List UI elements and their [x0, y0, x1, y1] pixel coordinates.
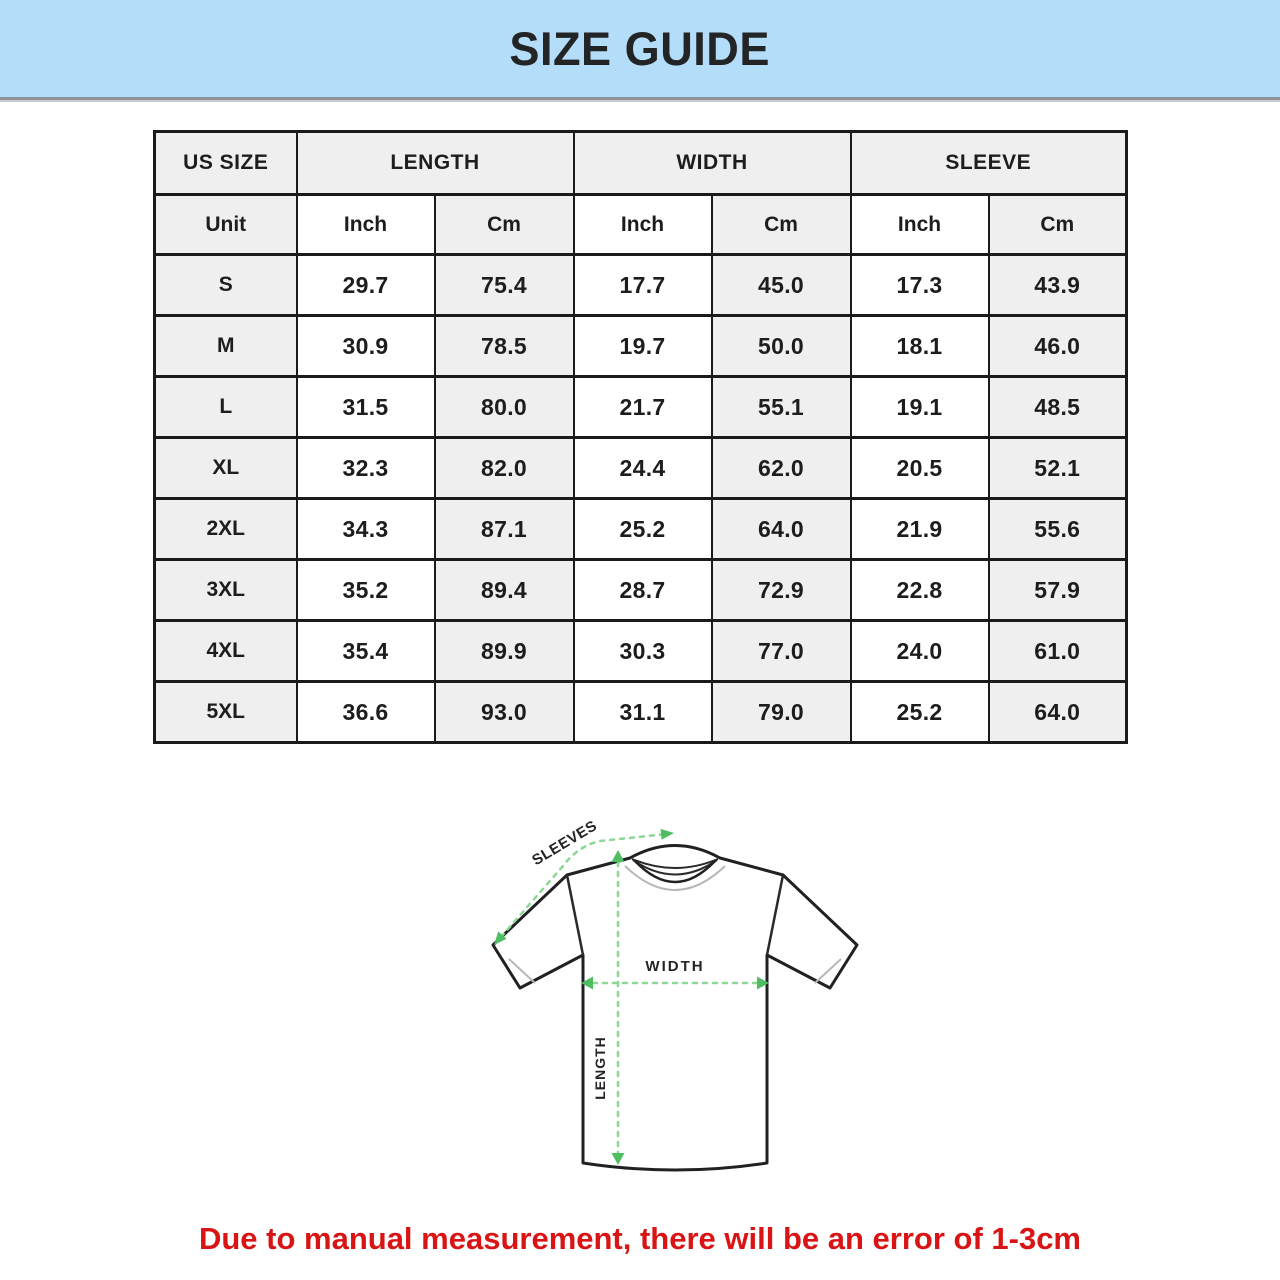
size-label: 2XL	[155, 499, 297, 560]
unit-cm-cell: Cm	[435, 195, 574, 255]
value-cell: 25.2	[574, 499, 712, 560]
value-cell: 64.0	[989, 682, 1127, 743]
value-cell: 78.5	[435, 316, 574, 377]
size-label: 5XL	[155, 682, 297, 743]
size-row-m	[155, 316, 1127, 377]
group-header-row	[155, 132, 1127, 195]
value-cell: 30.3	[574, 621, 712, 682]
col-header-us-size: US SIZE	[155, 132, 297, 195]
size-row-3xl	[155, 560, 1127, 621]
tshirt-diagram	[475, 813, 875, 1213]
value-cell: 52.1	[989, 438, 1127, 499]
tshirt-svg	[475, 813, 875, 1213]
size-row-5xl	[155, 682, 1127, 743]
size-label: M	[155, 316, 297, 377]
value-cell: 24.4	[574, 438, 712, 499]
col-header-width: WIDTH	[574, 132, 851, 195]
value-cell: 55.6	[989, 499, 1127, 560]
value-cell: 28.7	[574, 560, 712, 621]
value-cell: 55.1	[712, 377, 851, 438]
value-cell: 31.1	[574, 682, 712, 743]
sleeves-arrowhead-upper	[661, 829, 675, 840]
col-header-length: LENGTH	[297, 132, 574, 195]
size-row-s	[155, 255, 1127, 316]
measurement-note: Due to manual measurement, there will be an error of 1-3cm	[198, 1221, 1082, 1256]
size-row-4xl	[155, 621, 1127, 682]
value-cell: 75.4	[435, 255, 574, 316]
value-cell: 18.1	[851, 316, 989, 377]
value-cell: 79.0	[712, 682, 851, 743]
size-label: L	[155, 377, 297, 438]
unit-cm-cell: Cm	[712, 195, 851, 255]
unit-inch-cell: Inch	[851, 195, 989, 255]
size-table	[153, 130, 1128, 744]
sleeves-measure-label: SLEEVES	[529, 817, 601, 870]
unit-inch-cell: Inch	[297, 195, 435, 255]
tshirt-outline	[493, 846, 857, 1171]
value-cell: 45.0	[712, 255, 851, 316]
value-cell: 21.7	[574, 377, 712, 438]
value-cell: 87.1	[435, 499, 574, 560]
value-cell: 21.9	[851, 499, 989, 560]
value-cell: 89.4	[435, 560, 574, 621]
value-cell: 17.7	[574, 255, 712, 316]
value-cell: 57.9	[989, 560, 1127, 621]
value-cell: 34.3	[297, 499, 435, 560]
unit-header-cell: Unit	[155, 195, 297, 255]
size-row-2xl	[155, 499, 1127, 560]
value-cell: 19.1	[851, 377, 989, 438]
size-label: XL	[155, 438, 297, 499]
value-cell: 82.0	[435, 438, 574, 499]
unit-cm-cell: Cm	[989, 195, 1127, 255]
size-label: 4XL	[155, 621, 297, 682]
unit-inch-cell: Inch	[574, 195, 712, 255]
size-label: 3XL	[155, 560, 297, 621]
size-row-xl	[155, 438, 1127, 499]
value-cell: 31.5	[297, 377, 435, 438]
value-cell: 17.3	[851, 255, 989, 316]
length-measure-label: LENGTH	[592, 1036, 608, 1100]
value-cell: 62.0	[712, 438, 851, 499]
value-cell: 89.9	[435, 621, 574, 682]
value-cell: 24.0	[851, 621, 989, 682]
value-cell: 29.7	[297, 255, 435, 316]
value-cell: 72.9	[712, 560, 851, 621]
value-cell: 25.2	[851, 682, 989, 743]
value-cell: 36.6	[297, 682, 435, 743]
value-cell: 93.0	[435, 682, 574, 743]
value-cell: 50.0	[712, 316, 851, 377]
banner	[0, 0, 1280, 100]
value-cell: 35.4	[297, 621, 435, 682]
col-header-sleeve: SLEEVE	[851, 132, 1127, 195]
value-cell: 61.0	[989, 621, 1127, 682]
value-cell: 22.8	[851, 560, 989, 621]
value-cell: 46.0	[989, 316, 1127, 377]
value-cell: 64.0	[712, 499, 851, 560]
value-cell: 77.0	[712, 621, 851, 682]
width-measure-label: WIDTH	[645, 958, 705, 975]
unit-header-row	[155, 195, 1127, 255]
value-cell: 20.5	[851, 438, 989, 499]
value-cell: 19.7	[574, 316, 712, 377]
length-arrowhead-up	[612, 850, 625, 862]
value-cell: 32.3	[297, 438, 435, 499]
value-cell: 48.5	[989, 377, 1127, 438]
page-title: SIZE GUIDE	[509, 22, 771, 75]
value-cell: 35.2	[297, 560, 435, 621]
size-label: S	[155, 255, 297, 316]
value-cell: 80.0	[435, 377, 574, 438]
value-cell: 43.9	[989, 255, 1127, 316]
size-row-l	[155, 377, 1127, 438]
value-cell: 30.9	[297, 316, 435, 377]
